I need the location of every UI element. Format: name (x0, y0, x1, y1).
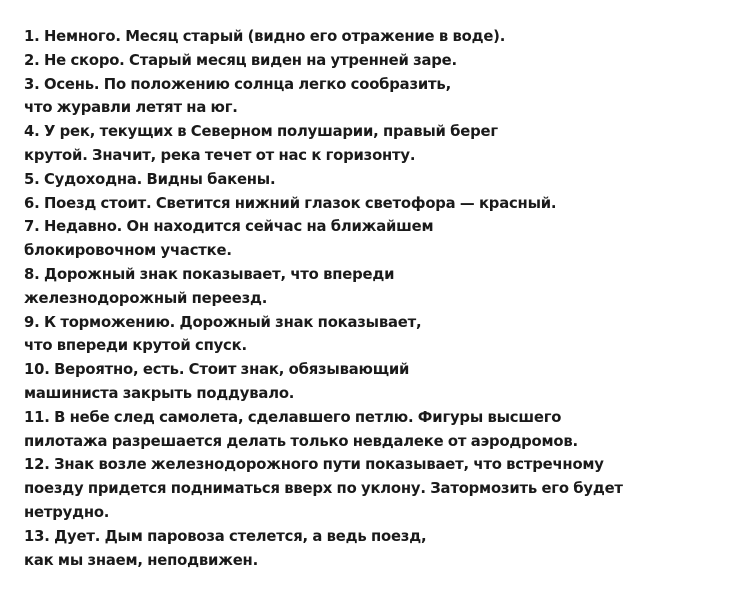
text-line: 13. Дует. Дым паровоза стелется, а ведь поезд, (24, 527, 427, 545)
text-line: машиниста закрыть поддувало. (24, 384, 295, 402)
text-line: поезду придется подниматься вверх по уклону. Затормозить его будет (24, 480, 623, 498)
text-line: крутой. Значит, река течет от нас к горизонту. (24, 146, 416, 164)
text-line: что впереди крутой спуск. (24, 337, 247, 355)
text-line: пилотажа разрешается делать только невдалеке от аэродромов. (24, 432, 578, 450)
text-line: 7. Недавно. Он находится сейчас на ближайшем (24, 218, 434, 236)
text-line: 2. Не скоро. Старый месяц виден на утренней заре. (24, 51, 457, 69)
text-line: нетрудно. (24, 503, 110, 521)
text-line: 12. Знак возле железнодорожного пути показывает, что встречному (24, 456, 604, 474)
text-line: 5. Судоходна. Видны бакены. (24, 170, 276, 188)
text-line: 6. Поезд стоит. Светится нижний глазок светофора — красный. (24, 194, 557, 212)
text-line: что журавли летят на юг. (24, 99, 238, 117)
text-line: как мы знаем, неподвижен. (24, 551, 258, 569)
text-line: 3. Осень. По положению солнца легко сообразить, (24, 75, 451, 93)
text-line: 8. Дорожный знак показывает, что впереди (24, 265, 395, 283)
text-line: блокировочном участке. (24, 242, 232, 260)
text-line: 10. Вероятно, есть. Стоит знак, обязывающий (24, 361, 410, 379)
text-line: 4. У рек, текущих в Северном полушарии, правый берег (24, 123, 498, 141)
text-line: железнодорожный переезд. (24, 289, 268, 307)
text-line: 11. В небе след самолета, сделавшего петлю. Фигуры высшего (24, 408, 562, 426)
text-line: 9. К торможению. Дорожный знак показывает, (24, 313, 422, 331)
answers-text-block (24, 25, 714, 572)
text-line: 1. Немного. Месяц старый (видно его отражение в воде). (24, 28, 506, 45)
